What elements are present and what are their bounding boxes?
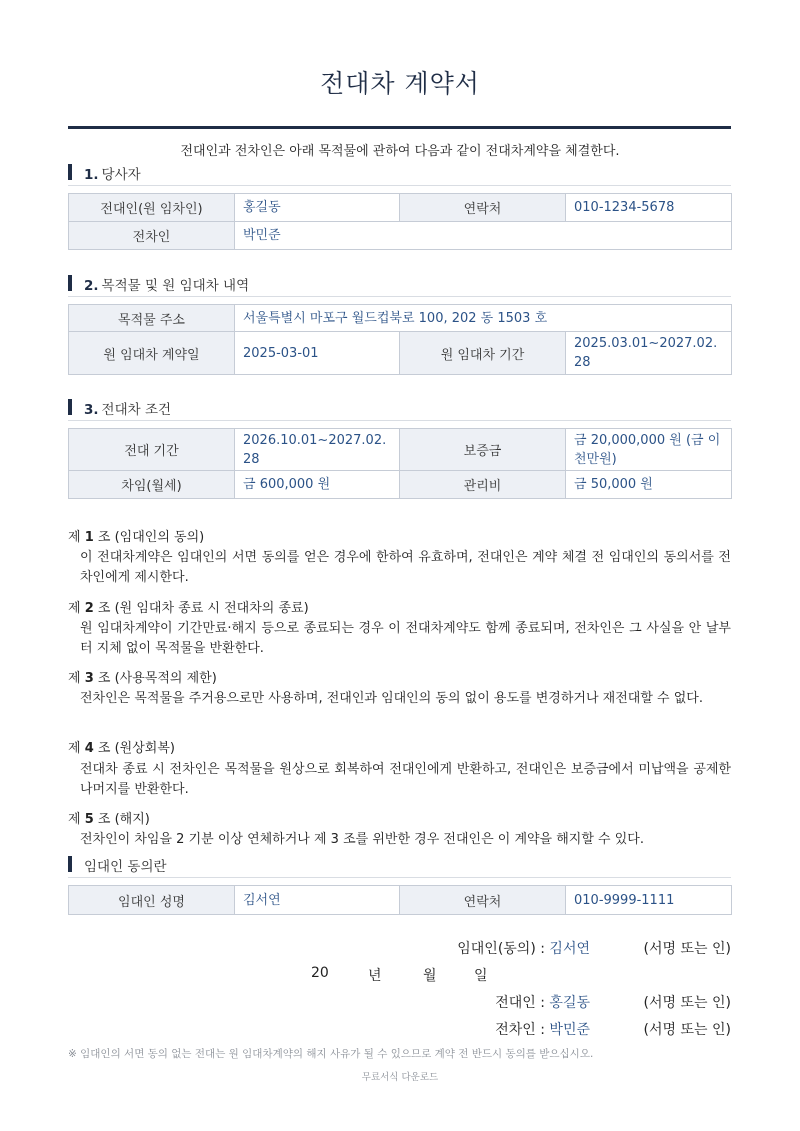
date-day-unit: 일 — [474, 968, 488, 984]
section-heading-terms — [68, 398, 731, 421]
period-label: 전대 기간 — [69, 429, 235, 471]
landlord-contact-value: 010-9999-1111 — [566, 886, 732, 915]
deposit-value: 금 20,000,000 원 (금 이천만원) — [566, 429, 732, 471]
orig-date-label: 원 임대차 계약일 — [69, 332, 235, 375]
orig-period-value: 2025.03.01~2027.02.28 — [566, 332, 732, 375]
fee-label: 관리비 — [400, 471, 566, 499]
article-5-heading: 제 5 조 (해지) — [68, 812, 150, 827]
section-number: 2. — [84, 278, 99, 294]
article-4-heading: 제 4 조 (원상회복) — [68, 741, 175, 756]
article-3-body: 전차인은 목적물을 주거용으로만 사용하며, 전대인과 임대인의 동의 없이 용도를 변경하거나 재전대할 수 없다. — [80, 691, 703, 706]
section-title: 당사자 — [101, 167, 141, 183]
consent-table — [68, 885, 732, 915]
address-label: 목적물 주소 — [69, 305, 235, 332]
date-year-unit: 년 — [368, 968, 382, 984]
deposit-label: 보증금 — [400, 429, 566, 471]
orig-date-value: 2025-03-01 — [235, 332, 400, 375]
section-title: 목적물 및 원 임대차 내역 — [101, 278, 250, 294]
sublessor-label: 전대인(원 임차인) — [69, 194, 235, 222]
rent-label: 차임(월세) — [69, 471, 235, 499]
terms-table — [68, 428, 732, 499]
article-5-body: 전차인이 차임을 2 기분 이상 연체하거나 제 3 조를 위반한 경우 전대인은 이 계약을 해지할 수 있다. — [80, 832, 644, 847]
intro-text: 전대인과 전차인은 아래 목적물에 관하여 다음과 같이 전대차계약을 체결한다. — [180, 144, 620, 159]
subtenant-signature-line: 전차인 : 박민준 — [495, 1022, 590, 1038]
landlord-sign-hint: (서명 또는 인) — [643, 941, 731, 957]
article-1-heading: 제 1 조 (임대인의 동의) — [68, 530, 205, 545]
date-year: 20 — [311, 965, 329, 981]
section-number: 3. — [84, 402, 99, 418]
article-4-body: 전대차 종료 시 전차인은 목적물을 원상으로 회복하여 전대인에게 반환하고, 전대인은 보증금에서 미납액을 공제한 나머지를 반환한다. — [80, 762, 731, 797]
section-heading-property — [68, 274, 731, 297]
orig-period-label: 원 임대차 기간 — [400, 332, 566, 375]
section-marker — [68, 275, 72, 291]
section-heading-parties — [68, 163, 731, 186]
subtenant-label: 전차인 — [69, 222, 235, 250]
parties-table — [68, 193, 732, 250]
sublessor-signature-line: 전대인 : 홍길동 — [495, 995, 590, 1011]
landlord-name-value: 김서연 — [235, 886, 400, 915]
landlord-name-label: 임대인 성명 — [69, 886, 235, 915]
article-2-heading: 제 2 조 (원 임대차 종료 시 전대차의 종료) — [68, 601, 309, 616]
address-value: 서울특별시 마포구 월드컵북로 100, 202 동 1503 호 — [235, 305, 732, 332]
landlord-signature-line: 임대인(동의) : 김서연 — [457, 941, 590, 957]
section-title: 임대인 동의란 — [84, 859, 167, 875]
section-title: 전대차 조건 — [101, 402, 172, 418]
section-marker — [68, 164, 72, 180]
date-month-unit: 월 — [423, 968, 437, 984]
section-heading-consent — [68, 855, 731, 878]
period-value: 2026.10.01~2027.02.28 — [235, 429, 400, 471]
section-number: 1. — [84, 167, 99, 183]
article-2-body: 원 임대차계약이 기간만료·해지 등으로 종료되는 경우 이 전대차계약도 함께 종료되며, 전차인은 그 사실을 안 날부터 지체 없이 목적물을 반환한다. — [80, 621, 731, 656]
sublessor-sign-hint: (서명 또는 인) — [643, 995, 731, 1011]
contact-label: 연락처 — [400, 194, 566, 222]
fee-value: 금 50,000 원 — [566, 471, 732, 499]
subtenant-name: 박민준 — [235, 222, 732, 250]
rent-value: 금 600,000 원 — [235, 471, 400, 499]
title-divider — [68, 126, 731, 129]
landlord-contact-label: 연락처 — [400, 886, 566, 915]
document-title: 전대차 계약서 — [320, 69, 480, 98]
footer-text: 무료서식 다운로드 — [361, 1072, 439, 1083]
article-1-body: 이 전대차계약은 임대인의 서면 동의를 얻은 경우에 한하여 유효하며, 전대인은 계약 체결 전 임대인의 동의서를 전차인에게 제시한다. — [80, 550, 731, 585]
section-marker — [68, 399, 72, 415]
subtenant-sign-hint: (서명 또는 인) — [643, 1022, 731, 1038]
section-marker — [68, 856, 72, 872]
article-3-heading: 제 3 조 (사용목적의 제한) — [68, 671, 217, 686]
sublessor-contact: 010-1234-5678 — [566, 194, 732, 222]
property-table — [68, 304, 732, 375]
caution-note: ※ 임대인의 서면 동의 없는 전대는 원 임대차계약의 해지 사유가 될 수 있으므로 계약 전 반드시 동의를 받으십시오. — [68, 1048, 594, 1060]
sublessor-name: 홍길동 — [235, 194, 400, 222]
